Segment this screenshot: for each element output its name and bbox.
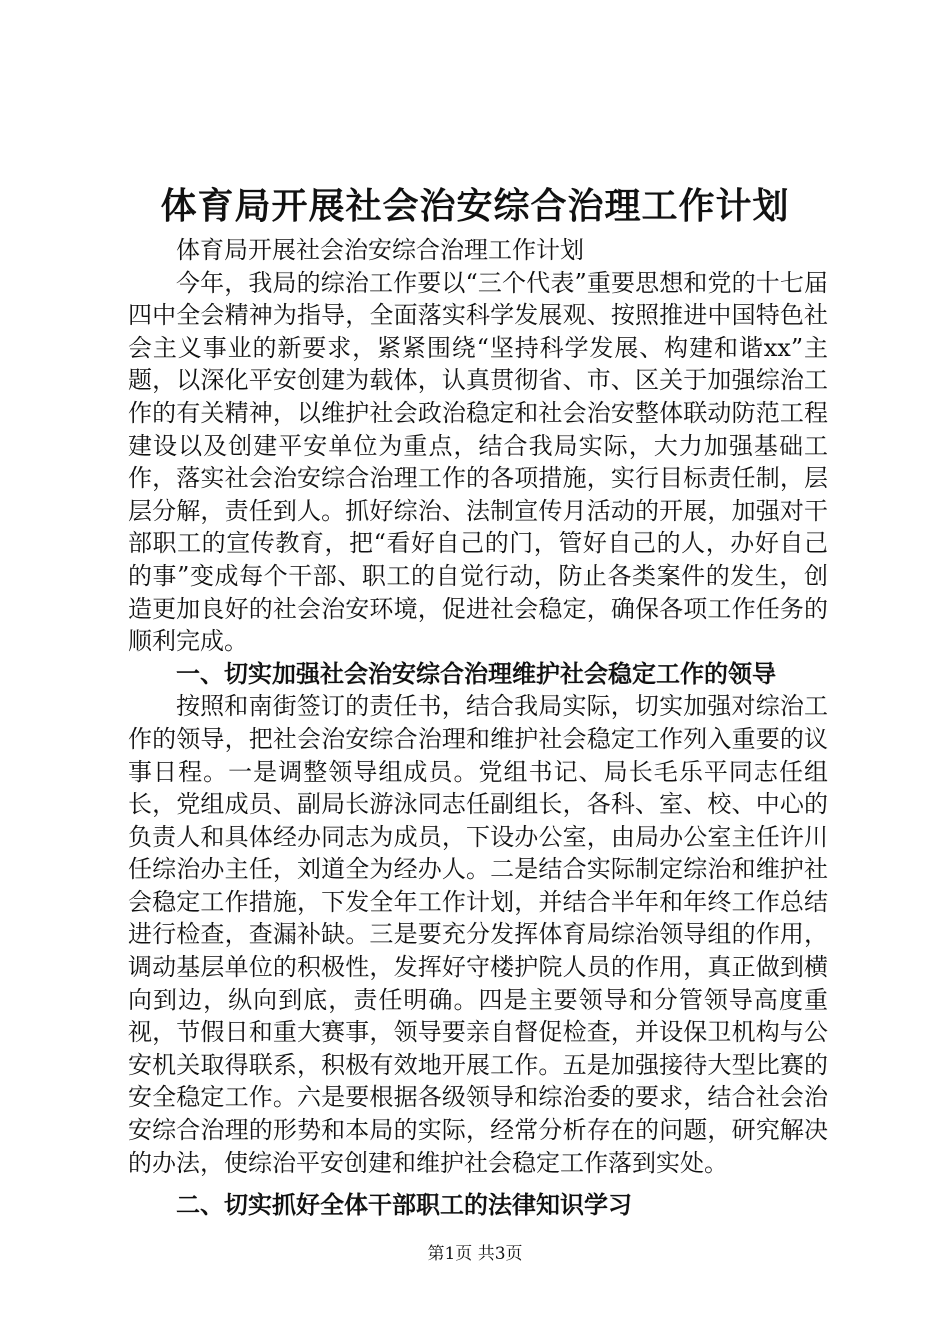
- page-number-footer: 第1页 共3页: [427, 1244, 523, 1264]
- document-title: 体育局开展社会治安综合治理工作计划: [160, 186, 790, 227]
- subtitle-paragraph: 体育局开展社会治安综合治理工作计划: [176, 236, 584, 264]
- section-heading-1: 一、切实加强社会治安综合治理维护社会稳定工作的领导: [176, 659, 776, 688]
- section-heading-2: 二、切实抓好全体干部职工的法律知识学习: [176, 1191, 632, 1220]
- document-body: [128, 234, 828, 1222]
- intro-paragraph: 今年，我局的综治工作要以“三个代表”重要思想和党的十七届四中全会精神为指导，全面落实科学发展观、按照推进中国特色社会主义事业的新要求，紧紧围绕“坚持科学发展、构建和谐xx”主题，以深化平安创建为载体，认真贯彻省、市、区关于加强综治工作的有关精神，以维护社会政治稳定和社会治安整体联动防范工程建设以及创建平安单位为重点，结合我局实际，大力加强基础工作，落实社会治安综合治理工作的各项措施，实行目标责任制，层层分解，责任到人。抓好综治、法制宣传月活动的开展，加强对干部职工的宣传教育，把“看好自己的门，管好自己的人，办好自己的事”变成每个干部、职工的自觉行动，防止各类案件的发生，创造更加良好的社会治安环境，促进社会稳定，确保各项工作任务的顺利完成。: [128, 268, 828, 656]
- section-1-paragraph: 按照和南街签订的责任书，结合我局实际，切实加强对综治工作的领导，把社会治安综合治理和维护社会稳定工作列入重要的议事日程。一是调整领导组成员。党组书记、局长毛乐平同志任组长，党组成员、副局长游泳同志任副组长，各科、室、校、中心的负责人和具体经办同志为成员，下设办公室，由局办公室主任许川任综治办主任，刘道全为经办人。二是结合实际制定综治和维护社会稳定工作措施，下发全年工作计划，并结合半年和年终工作总结进行检查，查漏补缺。三是要充分发挥体育局综治领导组的作用，调动基层单位的积极性，发挥好守楼护院人员的作用，真正做到横向到边，纵向到底，责任明确。四是主要领导和分管领导高度重视，节假日和重大赛事，领导要亲自督促检查，并设保卫机构与公安机关取得联系，积极有效地开展工作。五是加强接待大型比赛的安全稳定工作。六是要根据各级领导和综治委的要求，结合社会治安综合治理的形势和本局的实际，经常分析存在的问题，研究解决的办法，使综治平安创建和维护社会稳定工作落到实处。: [128, 692, 828, 1177]
